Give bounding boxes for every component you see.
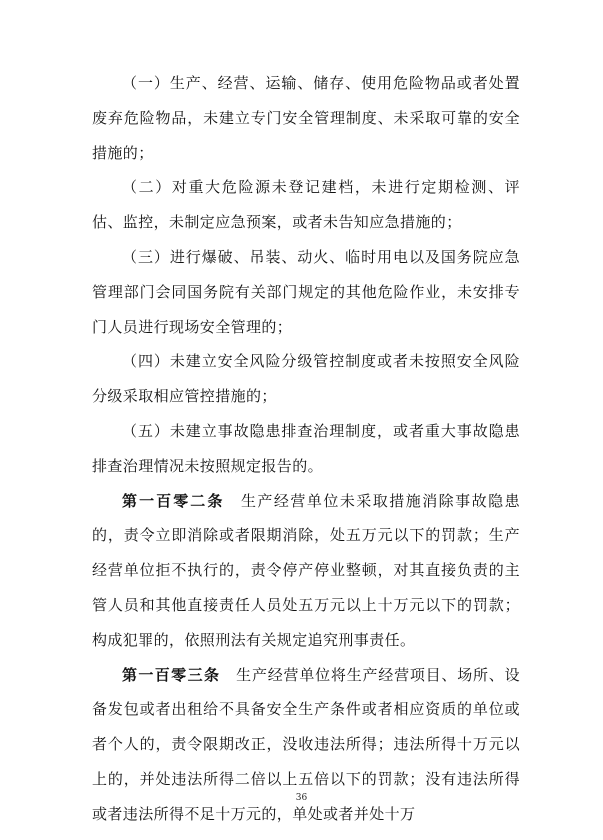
article-102 <box>92 484 520 658</box>
article-102-body: 生产经营单位未采取措施消除事故隐患的，责令立即消除或者限期消除，处五万元以下的罚款；生产经营单位拒不执行的，责令停产停业整顿，对其直接负责的主管人员和其他直接责任人员处五万元以上十万元以下的罚款；构成犯罪的，依照刑法有关规定追究刑事责任。 <box>92 491 520 649</box>
clause-5: （五）未建立事故隐患排查治理制度，或者重大事故隐患排查治理情况未按照规定报告的。 <box>92 421 520 475</box>
article-103-heading: 第一百零三条 <box>122 665 221 684</box>
clause-3: （三）进行爆破、吊装、动火、临时用电以及国务院应急管理部门会同国务院有关部门规定的其他危险作业，未安排专门人员进行现场安全管理的； <box>92 247 520 336</box>
clause-1: （一）生产、经营、运输、储存、使用危险物品或者处置废弃危险物品，未建立专门安全管理制度、未采取可靠的安全措施的； <box>92 74 520 162</box>
article-102-heading: 第一百零二条 <box>122 491 225 510</box>
clause-2: （二）对重大危险源未登记建档，未进行定期检测、评估、监控，未制定应急预案，或者未告知应急措施的； <box>92 178 520 232</box>
article-103-body: 生产经营单位将生产经营项目、场所、设备发包或者出租给不具备安全生产条件或者相应资质的单位或者个人的，责令限期改正，没收违法所得；违法所得十万元以上的，并处违法所得二倍以上五倍以下的罚款；没有违法所得或者违法所得不足十万元的，单处或者并处十万 <box>92 665 520 823</box>
article-103 <box>92 658 520 832</box>
clause-4: （四）未建立安全风险分级管控制度或者未按照安全风险分级采取相应管控措施的； <box>92 352 520 406</box>
page-number: 36 <box>295 793 308 803</box>
document-body <box>92 66 520 832</box>
